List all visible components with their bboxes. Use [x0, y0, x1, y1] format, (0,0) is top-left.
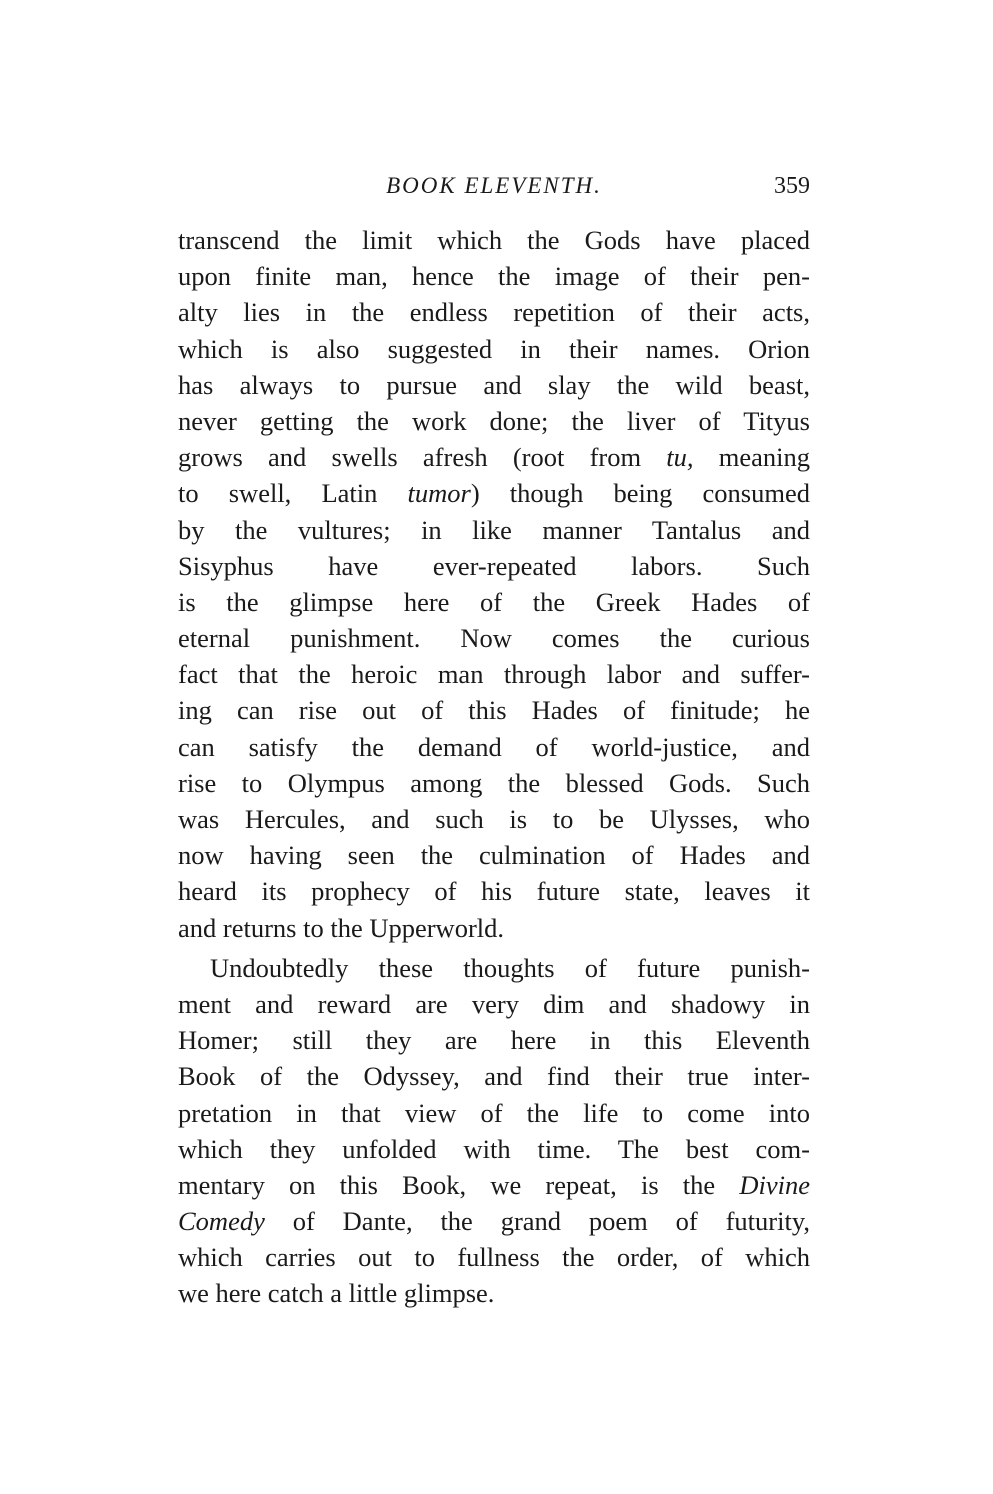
text-line: Homer; still they are here in this Eleventh	[178, 1025, 810, 1056]
text-line: transcend the limit which the Gods have placed	[178, 225, 810, 255]
text-line: can satisfy the demand of world-justice, and	[178, 731, 810, 762]
text-line: Sisyphus have ever-repeated labors. Such	[178, 550, 810, 581]
text-line: heard its prophecy of his future state, leaves it	[178, 876, 810, 907]
text-line: is the glimpse here of the Greek Hades of	[178, 586, 810, 617]
text-line: eternal punishment. Now comes the curious	[178, 623, 810, 654]
text-line: which carries out to fullness the order, of which	[178, 1242, 810, 1273]
text-line: which they unfolded with time. The best com-	[178, 1133, 810, 1164]
text-line: ment and reward are very dim and shadowy in	[178, 988, 810, 1019]
text-line: grows and swells afresh (root from tu, meaning	[178, 442, 811, 473]
paragraph-2	[178, 950, 810, 1312]
text-line: rise to Olympus among the blessed Gods. Such	[178, 767, 810, 798]
text-line: which is also suggested in their names. Orion	[178, 333, 810, 364]
running-title: BOOK ELEVENTH.	[386, 173, 602, 198]
text-line: mentary on this Book, we repeat, is the Divine	[178, 1169, 810, 1200]
text-line: never getting the work done; the liver of Tityus	[178, 405, 810, 436]
text-line: alty lies in the endless repetition of their acts,	[178, 297, 810, 328]
text-line: we here catch a little glimpse.	[178, 1278, 495, 1309]
text-line: upon finite man, hence the image of their pen-	[178, 261, 810, 292]
page-number: 359	[774, 173, 810, 199]
text-line: Undoubtedly these thoughts of future punish-	[210, 952, 810, 983]
text-line: has always to pursue and slay the wild beast,	[178, 369, 810, 400]
running-head	[178, 168, 810, 204]
text-line: ing can rise out of this Hades of finitude; he	[178, 695, 810, 726]
text-line: Book of the Odyssey, and find their true inter-	[178, 1061, 810, 1092]
paragraph-1	[178, 222, 810, 946]
text-line: pretation in that view of the life to come into	[178, 1097, 810, 1128]
text-line: fact that the heroic man through labor and suffer-	[178, 659, 810, 690]
text-line: to swell, Latin tumor) though being consumed	[178, 478, 810, 509]
body-text	[178, 222, 810, 1312]
text-line: was Hercules, and such is to be Ulysses, who	[178, 804, 810, 834]
text-line: now having seen the culmination of Hades and	[178, 840, 810, 871]
text-line: Comedy of Dante, the grand poem of futurity,	[178, 1206, 810, 1237]
text-line: by the vultures; in like manner Tantalus and	[178, 514, 810, 545]
text-line: and returns to the Upperworld.	[178, 912, 505, 943]
